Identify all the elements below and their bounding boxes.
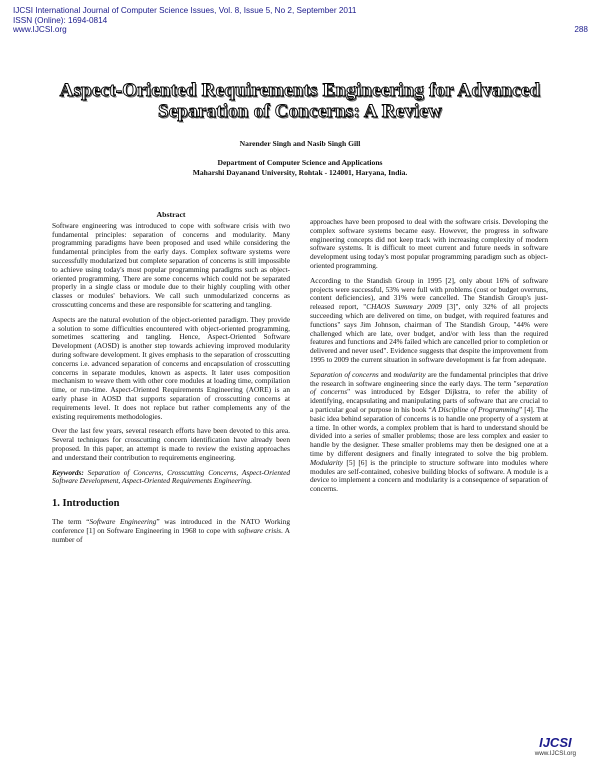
page-number: 288: [574, 25, 588, 34]
left-column: [52, 211, 290, 550]
body-term: A Discipline of Programming: [431, 404, 520, 414]
body-paragraph-2: [310, 277, 548, 365]
body-term: Separation of concerns: [310, 369, 379, 379]
university: Maharshi Dayanand University, Rohtak - 124001, Haryana, India.: [192, 167, 408, 177]
journal-website[interactable]: www.IJCSI.org: [13, 25, 67, 35]
body-term: separation of concerns: [310, 378, 548, 397]
abstract-paragraph-3: Over the last few years, several research efforts have been devoted to this area. Several techniques for crosscutting concern identification have already been proposed. In this paper, an attempt is made to review the existing approaches and understand their contribution to requirements engineering.: [52, 426, 290, 462]
logo-url[interactable]: www.IJCSI.org: [534, 750, 576, 757]
body-text: " was introduced by Edsger Dijkstra, to refer the ability of identifying, encapsulating and manipulating parts of software that are crucial to a particular goal or purpose in his book “: [310, 387, 548, 414]
body-text: ” [4]. The basic idea behind separation of concerns is to handle one property of a system at a time. In other words, a complex problem that is hard to understand should be divided into a series of smaller problems; those are less complex and easier to handle by the designer. These smaller problems may then be designed one at a time by different designers and finally integrated to solve the big problem.: [310, 404, 548, 458]
department: Department of Computer Science and Applications: [217, 158, 383, 167]
journal-citation: IJCSI International Journal of Computer Science Issues, Vol. 8, Issue 5, No 2, September 2011: [13, 6, 357, 15]
intro-text: ” was introduced in the NATO Working conference [1] on Software Engineering in 1968 to cope with: [52, 516, 290, 535]
ijcsi-logo: [535, 735, 576, 757]
body-term: Modularity: [310, 457, 344, 467]
intro-paragraph-1: [52, 518, 290, 544]
intro-term: software crisis: [237, 525, 282, 535]
body-text: are the fundamental principles that drive the research in software engineering since the early days. The term ": [310, 369, 549, 388]
title-line-1: Aspect-Oriented Requirements Engineering for Advanced: [59, 80, 541, 101]
intro-text: . A number of: [52, 525, 290, 544]
right-column: [310, 218, 548, 500]
body-paragraph-3: [310, 371, 548, 494]
intro-text: The term “: [52, 516, 90, 526]
affiliation: [0, 158, 600, 177]
keywords-text: Separation of Concerns, Crosscutting Concerns, Aspect-Oriented Software Development, Aspect-Oriented Requirements Engineering.: [52, 467, 290, 486]
body-paragraph-1: approaches have been proposed to deal with the software crisis. Developing the complex software systems became easy. However, the progress in software engineering concepts did not keep track with increasing complexity of modern software systems. It is difficult to meet current and future needs in software development using today's most popular programming paradigm such as object-oriented programming.: [310, 217, 548, 270]
intro-term: Software Engineering: [89, 516, 157, 526]
keywords: [52, 469, 290, 487]
title-line-2: Separation of Concerns: A Review: [158, 101, 442, 122]
body-term: CHAOS Summary 2009: [366, 302, 443, 312]
body-text: [5] [6] is the principle to structure software into modules where modules are self-contained, cohesive building blocks of software. A module is a device to implement a concern and modularity is a consequence of separation of concerns.: [310, 457, 548, 494]
logo-mark: IJCSI: [539, 735, 572, 750]
journal-issn: ISSN (Online): 1694-0814: [13, 15, 108, 25]
keywords-label: Keywords:: [52, 467, 84, 477]
abstract-paragraph-2: Aspects are the natural evolution of the object-oriented paradigm. They provide a solution to some difficulties encountered with object-oriented programming, sometimes scattering and tangling. Hence, Aspect-Oriented Software Development (AOSD) is another step towards achieving improved modularity during software development. It gives emphasis to the separation of crosscutting concerns i.e. advanced separation of concerns and encapsulation of crosscutting concerns in separate modules, known as aspects. It later uses composition mechanism to weave them with other core modules at loading time, compilation time, or run-time. Aspect-Oriented Requirements Engineering (AORE) is an early phase in AOSD that supports separation of crosscutting concerns at requirements level. It does not replace but rather complements any of the existing requirements methodologies.: [52, 314, 290, 421]
paper-title: [40, 80, 560, 122]
abstract-paragraph-1: Software engineering was introduced to cope with software crisis with two fundamental principles: separation of concerns and modularity. Many programming paradigms have been proposed and used while considering the fundamental principles from the early days. Complex software systems were successfully modularized but complete separation of concerns is still impossible to achieve using today's most popular programming paradigms such as object-oriented programming. There are some concerns which could not be separated properly in a single class or module due to their highly coupling with other classes or modules' behaviors. We call such unmodularized concerns as crosscutting concerns and these are responsible for scattering and tangling.: [52, 220, 290, 309]
journal-header: [13, 6, 588, 35]
abstract-heading: Abstract: [156, 210, 186, 219]
introduction-heading: 1. Introduction: [52, 498, 120, 510]
authors: Narender Singh and Nasib Singh Gill: [239, 139, 361, 148]
body-text: and: [378, 369, 394, 379]
body-text: [3]", only 32% of all projects succeeding which are delivered on time, on budget, with required features and functions" says Jim Johnson, chairman of The Standish Group, "44% were challenged which are late, over budget, and/or with less than the required features and functions and 24% failed which are cancelled prior to completion or delivered and never used". Evidence suggests that despite the improvement from 1995 to 2009 the current situation in software development is far from adequate.: [310, 302, 548, 364]
body-term: modularity: [393, 369, 426, 379]
body-text: According to the Standish Group in 1995 [2], only about 16% of software projects were successful, 53% were full with problems (cost or budget overruns, content deficiencies), and 31% were cancelled. The Standish Group's just-released report, ": [310, 275, 548, 312]
